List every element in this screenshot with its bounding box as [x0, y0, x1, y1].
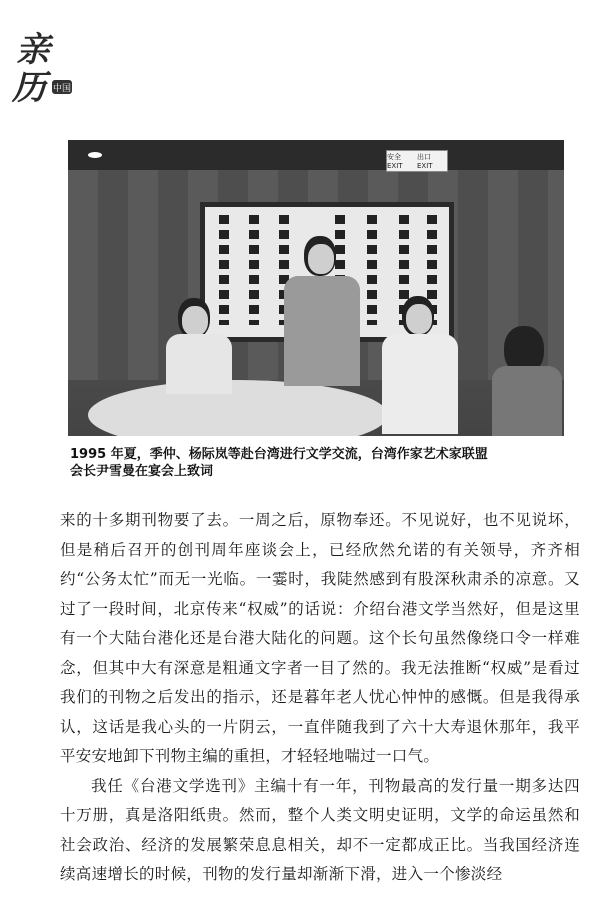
banquet-photo [68, 140, 564, 436]
logo-character-li: 历 [12, 68, 46, 108]
caption-line-2: 会长尹雪曼在宴会上致词 [70, 464, 214, 479]
article-body [60, 506, 580, 890]
photo-caption [70, 446, 570, 480]
calligraphy-column [249, 215, 259, 325]
banquet-table [88, 380, 388, 436]
body-paragraph: 我任《台港文学选刊》主编十有一年，刊物最高的发行量一期多达四十万册，真是洛阳纸贵。然而，整个人类文明史证明，文学的命运虽然和社会政治、经济的发展繁荣息息相关，却不一定都成正比。当我国经济连续高速增长的时候，刊物的发行量却渐渐下滑，进入一个惨淡经 [60, 776, 580, 883]
exit-sign-left: 安全 EXIT [387, 153, 403, 170]
caption-line-1: 1995 年夏，季仲、杨际岚等赴台湾进行文学交流，台湾作家艺术家联盟 [70, 447, 488, 462]
logo-badge: 中国 [52, 80, 72, 94]
photo-ceiling [68, 140, 564, 170]
exit-sign [386, 150, 448, 172]
calligraphy-column [219, 215, 229, 325]
body-paragraph: 来的十多期刊物要了去。一周之后，原物奉还。不见说好，也不见说坏，但是稍后召开的创刊周年座谈会上，已经欣然允诺的有关领导，齐齐相约“公务太忙”而无一光临。一霎时，我陡然感到有股深秋肃杀的凉意。又过了一段时间，北京传来“权威”的话说：介绍台港文学当然好，但是这里有一个大陆台港化还是台港大陆化的问题。这个长句虽然像绕口令一样难念，但其中大有深意是粗通文字者一目了然的。我无法推断“权威”是看过我们的刊物之后发出的指示，还是暮年老人忧心忡忡的感慨。但是我得承认，这话是我心头的一片阴云，一直伴随我到了六十大寿退休那年，我平平安安地卸下刊物主编的重担，才轻轻地喘过一口气。 [60, 511, 580, 765]
section-logo [12, 22, 72, 108]
calligraphy-column [367, 215, 377, 325]
ceiling-light [88, 152, 102, 158]
logo-character-qin: 亲 [16, 30, 50, 70]
exit-sign-right: 出口 EXIT [417, 153, 433, 170]
